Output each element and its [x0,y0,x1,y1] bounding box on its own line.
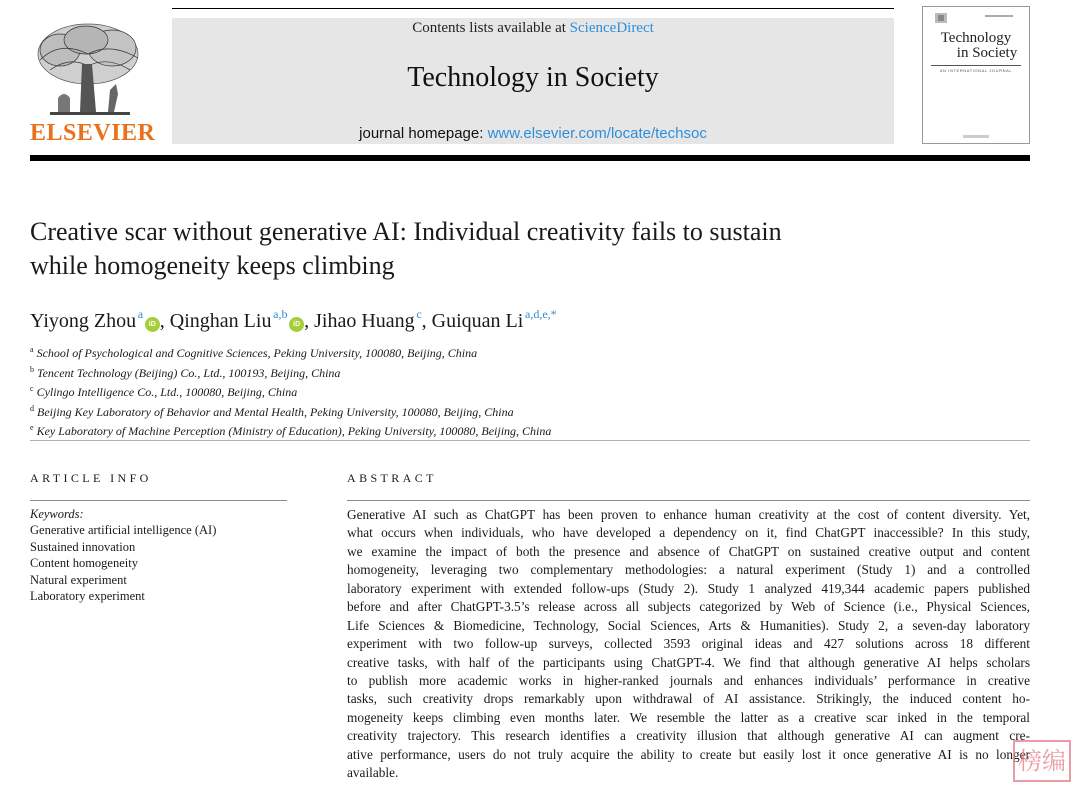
header-rule-top [172,8,894,9]
affiliation-text: Beijing Key Laboratory of Behavior and Mental Health, Peking University, 100080, Beijing, China [37,404,514,419]
keyword-item: Laboratory experiment [30,589,145,603]
author-separator: , [159,310,170,332]
abstract-line: experiment with two follow-up surveys, collected 3593 original ideas and 427 solutions across 18 different [347,636,1030,652]
cover-title [923,31,1029,61]
keyword-item: Generative artificial intelligence (AI) [30,523,217,537]
homepage-prefix: journal homepage: [359,125,488,142]
author-separator: , [421,310,432,332]
abstract-heading: ABSTRACT [347,471,437,485]
affiliation-list [30,342,1030,440]
keywords-list [30,522,290,605]
author-affiliation-sup[interactable]: a,d,e,* [525,307,557,321]
author-affiliation-sup[interactable]: a,b [273,307,288,321]
affiliation-text: Tencent Technology (Beijing) Co., Ltd., 100193, Beijing, China [37,365,341,380]
affiliation-item [30,401,1030,421]
abstract-line: laboratory experiment with extended follow-ups (Study 2). Study 1 analyzed 419,344 academic papers published [347,580,1030,596]
journal-title: Technology in Society [407,62,659,93]
affiliation-text: Key Laboratory of Machine Perception (Ministry of Education), Peking University, 100080, Beijing, China [36,424,552,438]
abstract-line: tasks, such creativity drops remarkably upon withdrawal of AI assistance. Strikingly, the induced content ho- [347,691,1030,707]
journal-cover-thumbnail[interactable] [922,6,1030,144]
author-separator: , [304,310,315,332]
author-name: Jihao Huang [314,310,415,332]
affiliation-sup: b [30,364,34,374]
contents-prefix: Contents lists available at [412,20,570,36]
orcid-icon[interactable]: iD [289,317,304,332]
homepage-line [172,124,894,144]
cover-rule [931,65,1021,66]
author[interactable] [314,307,432,332]
contents-line [172,18,894,38]
abstract-line: to publish more academic works in higher-ranked journals and enhances individuals’ performance in creative [347,672,1030,688]
keywords-label: Keywords: [30,507,84,521]
author-name: Qinghan Liu [169,310,272,332]
article-title [30,215,930,283]
watermark-stamp: 榜编 [1013,740,1071,782]
affiliation-text: School of Psychological and Cognitive Sciences, Peking University, 100080, Beijing, China [36,346,478,360]
affiliation-item [30,420,1030,440]
affiliation-item [30,381,1030,401]
article-title-line2: while homogeneity keeps climbing [30,251,395,280]
author-name: Guiquan Li [431,310,524,332]
abstract-line: before and after ChatGPT-3.5’s release across all subjects categorized by Web of Science (i.e., Physical Sciences, [347,599,1030,615]
journal-homepage-link[interactable]: www.elsevier.com/locate/techsoc [487,125,707,142]
abstract-line: Generative AI such as ChatGPT has been proven to enhance human creativity at the cost of content diversity. Yet, [347,507,1030,522]
orcid-icon[interactable]: iD [145,317,160,332]
header-rule-bottom [30,155,1030,161]
cover-emblem-icon [935,13,947,23]
affiliation-sup: c [30,384,34,393]
affiliation-item [30,342,1030,362]
abstract-line: creative tasks, with half of the participants using ChatGPT-4. We find that although generative AI helps scholars [347,654,1030,670]
author[interactable] [431,307,557,332]
cover-bottom-mark [963,135,989,138]
affiliation-sup: a [30,345,34,354]
affiliation-text: Cylingo Intelligence Co., Ltd., 100080, Beijing, China [36,385,298,399]
cover-subtitle: AN INTERNATIONAL JOURNAL [939,68,1013,73]
abstract-line: creativity trajectory. This research identifies a creativity illusion that although generative AI can augment cre- [347,728,1030,744]
author-affiliation-sup[interactable]: c [416,307,422,321]
abstract-line: available. [347,765,399,781]
keyword-item: Sustained innovation [30,539,136,554]
author[interactable] [169,307,315,332]
section-divider [30,440,1030,441]
sciencedirect-link[interactable]: ScienceDirect [569,20,654,36]
article-info-rule [30,500,287,501]
abstract-line: homogeneity, leveraging two complementary methodologies: a natural experiment (Study 1) and a controlled [347,562,1030,578]
author-list [30,299,1030,336]
author[interactable] [30,307,170,332]
cover-title-line1: Technology [940,30,1012,46]
author-affiliation-sup[interactable]: a [137,307,144,321]
affiliation-item [30,362,1030,382]
affiliation-sup: e [30,423,34,432]
publisher-logo[interactable] [30,20,156,146]
tree-icon [30,20,146,122]
affiliation-sup: d [30,403,34,413]
journal-header-box [172,18,894,144]
publisher-name: ELSEVIER [30,120,156,146]
cover-topline [985,15,1013,17]
abstract-body [347,506,1030,783]
article-info-heading: ARTICLE INFO [30,471,152,485]
abstract-line: what occurs when individuals, who have developed a dependency on it, find ChatGPT inaccessible? In this study, [347,525,1030,541]
keyword-item: Content homogeneity [30,556,138,570]
article-title-line1: Creative scar without generative AI: Individual creativity fails to sustain [30,217,782,246]
abstract-line: we examine the impact of both the presence and absence of ChatGPT on sustained creative output and content [347,543,1030,559]
abstract-line: mogeneity keeps climbing even months later. We resemble the latter as a creative scar inked in the temporal [347,709,1030,725]
author-name: Yiyong Zhou [30,310,137,332]
abstract-line: Life Sciences & Biomedicine, Technology, Social Sciences, Arts & Humanities). Study 2, a seven-day laboratory [347,617,1030,633]
abstract-line: ative performance, users do not truly acquire the ability to create but easily lost it once generative AI is no longer [347,746,1030,762]
keyword-item: Natural experiment [30,572,127,587]
cover-title-line2: in Society [956,45,1018,61]
abstract-rule [347,500,1030,501]
